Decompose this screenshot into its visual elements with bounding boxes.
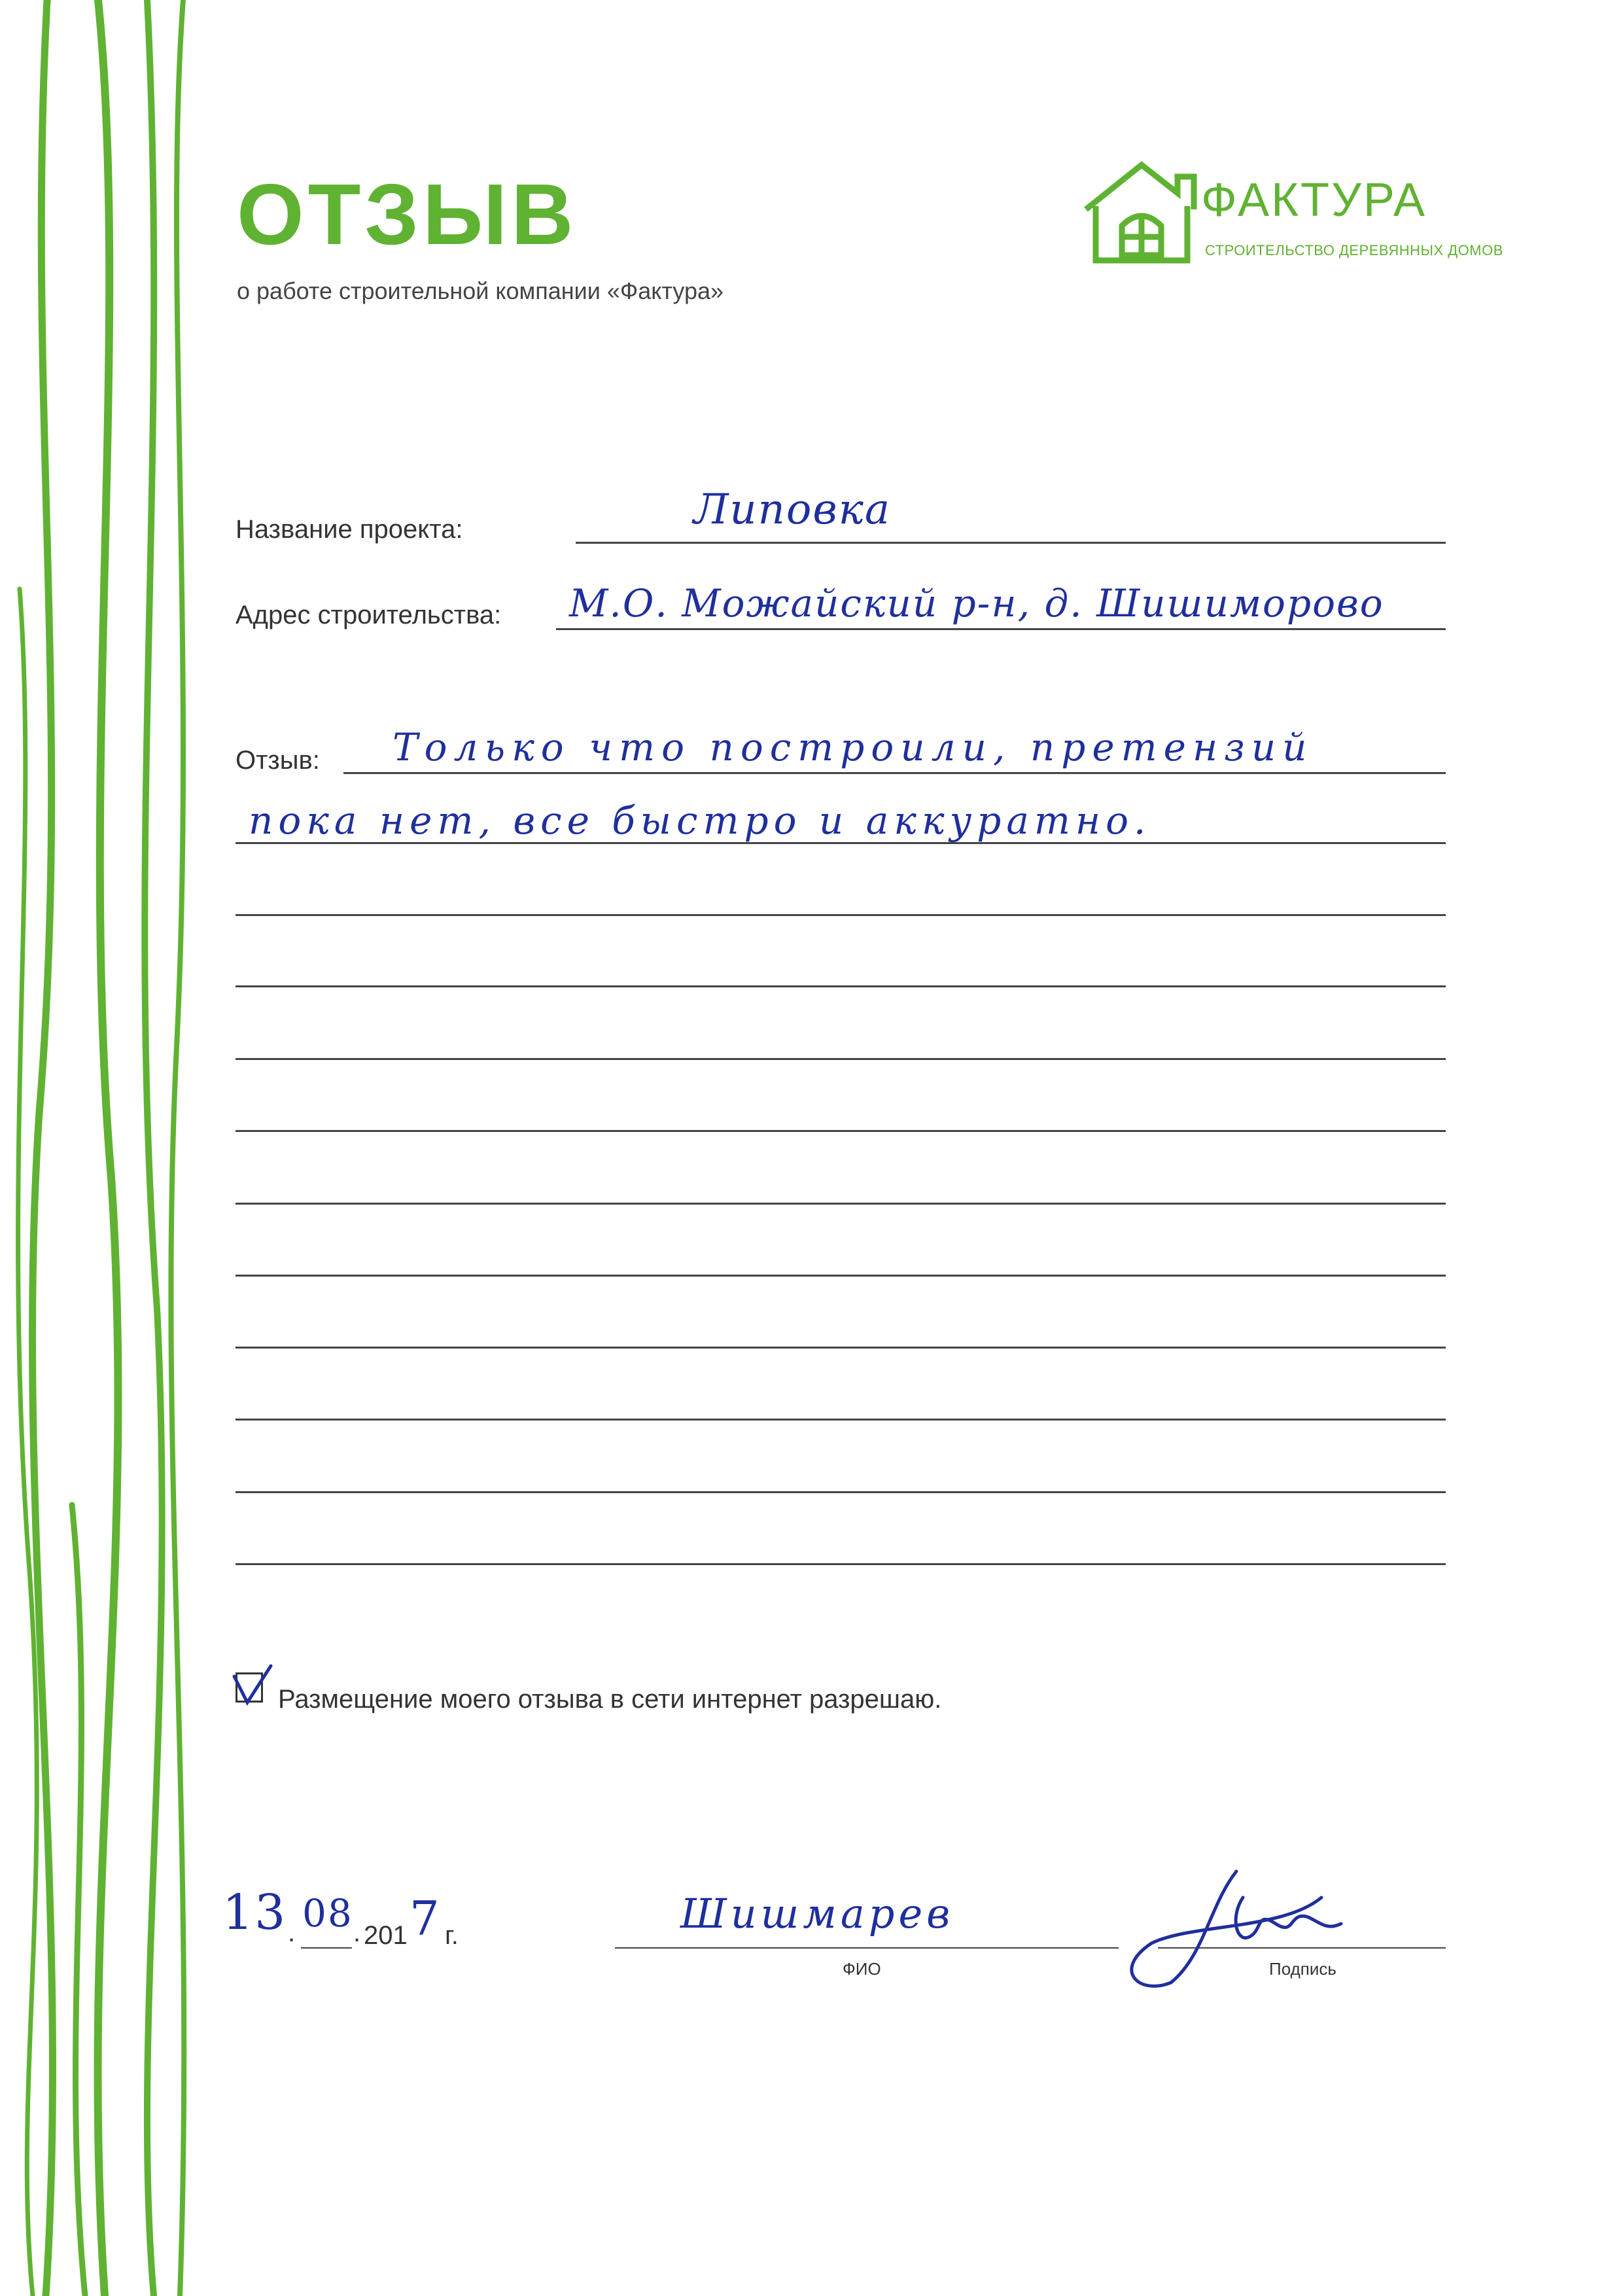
date-day[interactable]: 13 <box>222 1884 287 1941</box>
review-rule <box>236 1203 1446 1205</box>
review-rule <box>236 1491 1446 1493</box>
review-rule <box>236 1130 1446 1132</box>
checkmark-icon <box>230 1662 276 1708</box>
fio-field[interactable]: Шишмарев <box>680 1890 954 1937</box>
review-rule <box>236 1275 1446 1277</box>
date-year-suffix[interactable]: 7 <box>410 1891 441 1946</box>
page-title: ОТЗЫВ <box>237 166 578 262</box>
stripe-line <box>72 1505 85 2296</box>
date-year-prefix: 201 <box>364 1921 408 1950</box>
logo-tagline: СТРОИТЕЛЬСТВО ДЕРЕВЯННЫХ ДОМОВ <box>1205 242 1503 258</box>
address-rule <box>556 628 1446 630</box>
review-rule <box>236 1419 1446 1421</box>
review-rule <box>236 914 1446 916</box>
date-month[interactable]: 08 <box>302 1891 353 1935</box>
decorative-stripes <box>0 0 209 2296</box>
signature-mark[interactable] <box>1112 1858 1387 1996</box>
page-subtitle: о работе строительной компании «Фактура» <box>237 277 724 304</box>
review-label: Отзыв: <box>236 746 320 775</box>
review-rule <box>236 1347 1446 1349</box>
review-text-line[interactable]: Только что построили, претензий <box>393 725 1314 769</box>
signature-label: Подпись <box>1269 1959 1336 1979</box>
fio-label: ФИО <box>843 1959 881 1979</box>
review-rule <box>236 1563 1446 1565</box>
review-rule <box>343 772 1446 774</box>
date-separator: . <box>353 1918 361 1947</box>
stripe-line <box>97 0 118 2296</box>
project-name-label: Название проекта: <box>236 515 463 544</box>
date-unit: г. <box>445 1921 459 1950</box>
address-label: Адрес строительства: <box>236 601 502 629</box>
fio-rule <box>615 1947 1119 1949</box>
project-name-rule <box>576 542 1446 544</box>
date-separator: . <box>288 1918 296 1947</box>
review-rule <box>236 1058 1446 1060</box>
date-month-rule <box>301 1947 352 1949</box>
stripe-line <box>145 0 162 2296</box>
review-rule <box>236 985 1446 987</box>
project-name-field[interactable]: Липовка <box>693 486 891 534</box>
address-field[interactable]: М.О. Можайский р-н, д. Шишиморово <box>569 581 1384 626</box>
review-text-line[interactable]: пока нет, все быстро и аккуратно. <box>249 798 1151 843</box>
consent-label: Размещение моего отзыва в сети интернет разрешаю. <box>278 1685 942 1714</box>
house-logo-icon <box>1079 157 1204 268</box>
stripe-line <box>171 0 184 2296</box>
logo-name: ФАКТУРА <box>1201 174 1427 226</box>
